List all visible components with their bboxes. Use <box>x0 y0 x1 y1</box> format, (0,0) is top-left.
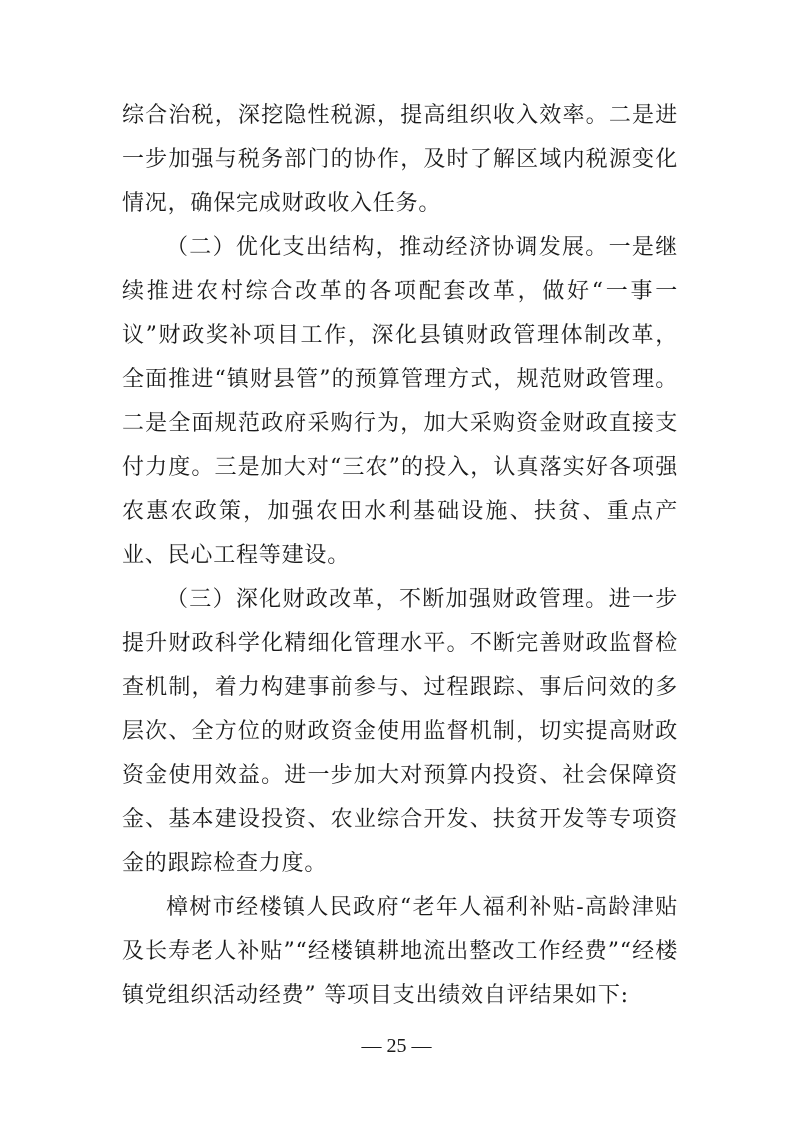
page-number: — 25 — <box>361 1035 432 1057</box>
paragraph-revenue-collection: 综合治税，深挖隐性税源，提高组织收入效率。二是进一步加强与税务部门的协作，及时了解区域内税源变化情况，确保完成财政收入任务。 <box>122 103 678 216</box>
document-body <box>122 94 678 1018</box>
paragraph-fiscal-reform: （三）深化财政改革，不断加强财政管理。进一步提升财政科学化精细化管理水平。不断完善财政监督检查机制，着力构建事前参与、过程跟踪、事后问效的多层次、全方位的财政资金使用监督机制，切实提高财政资金使用效益。进一步加大对预算内投资、社会保障资金、基本建设投资、农业综合开发、扶贫开发等专项资金的跟踪检查力度。 <box>122 587 678 876</box>
paragraph-project-evaluation-intro: 樟树市经楼镇人民政府“老年人福利补贴-高龄津贴及长寿老人补贴”“经楼镇耕地流出整改工作经费”“经楼镇党组织活动经费” 等项目支出绩效自评结果如下: <box>122 895 678 1008</box>
paragraph-expenditure-structure: （二）优化支出结构，推动经济协调发展。一是继续推进农村综合改革的各项配套改革，做好“一事一议”财政奖补项目工作，深化县镇财政管理体制改革，全面推进“镇财县管”的预算管理方式，规范财政管理。二是全面规范政府采购行为，加大采购资金财政直接支付力度。三是加大对“三农”的投入，认真落实好各项强农惠农政策，加强农田水利基础设施、扶贫、重点产业、民心工程等建设。 <box>122 235 678 568</box>
